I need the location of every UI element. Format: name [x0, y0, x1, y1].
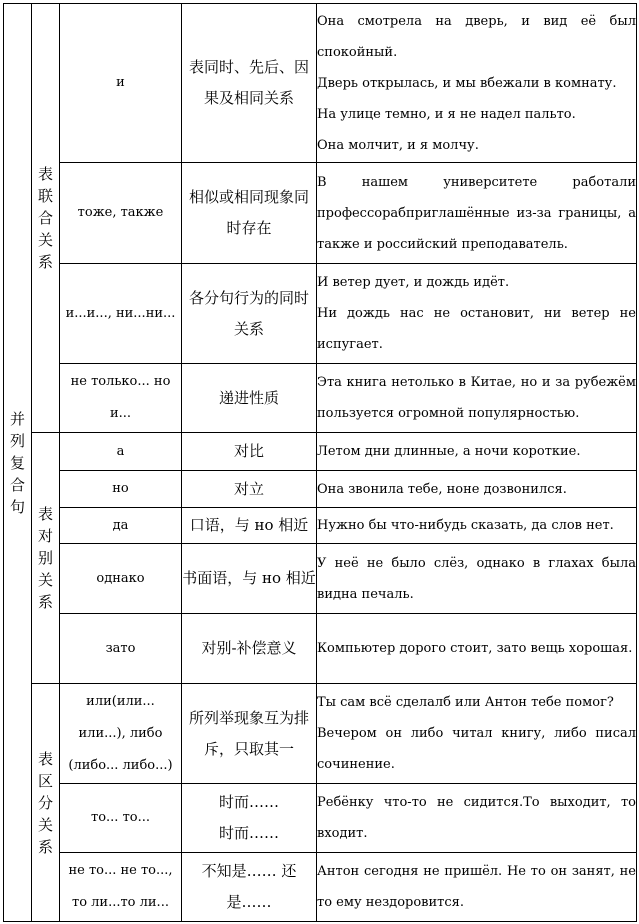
conjunction: и...и..., ни...ни... — [65, 305, 176, 321]
example-sentence: Нужно бы что-нибудь сказать, да слов нет. — [317, 518, 614, 533]
table-row — [4, 4, 637, 163]
table-row — [4, 364, 637, 433]
example-sentence: И ветер дует, и дождь идёт. — [317, 275, 510, 290]
meaning-cell — [182, 684, 317, 784]
conjunction-cell — [60, 544, 182, 614]
meaning-cell — [182, 544, 317, 614]
group-label-cell — [32, 684, 60, 922]
group-label-cell — [32, 4, 60, 433]
conjunction: не то... не то..., то ли...то ли... — [68, 863, 173, 910]
examples-cell — [317, 4, 637, 163]
conjunction: однако — [96, 570, 145, 586]
meaning-cell — [182, 614, 317, 684]
conjunction-cell — [60, 4, 182, 163]
meaning-cell — [182, 364, 317, 433]
conjunction-cell — [60, 508, 182, 544]
conjunction: зато — [105, 640, 136, 656]
conjunction-cell — [60, 433, 182, 471]
table-row — [4, 264, 637, 364]
conjunction-cell — [60, 264, 182, 364]
conjunction-cell — [60, 163, 182, 264]
group-label: 表区分关系 — [37, 749, 53, 856]
meaning: 各分句行为的同时关系 — [188, 288, 309, 338]
conjunction-cell — [60, 784, 182, 853]
table-row — [4, 433, 637, 471]
meaning: 递进性质 — [218, 388, 279, 407]
conjunction: тоже, также — [77, 205, 164, 220]
table-row — [4, 508, 637, 544]
example-sentence: Она молчит, и я молчу. — [317, 137, 479, 153]
examples-cell — [317, 508, 637, 544]
table-row — [4, 784, 637, 853]
meaning-cell — [182, 264, 317, 364]
examples-cell — [317, 544, 637, 614]
table-row — [4, 614, 637, 684]
meaning: 书面语，与 но 相近 — [182, 569, 316, 587]
example-sentence: Эта книга нетолько в Китае, но и за рубежём пользуется огромной популярностью. — [317, 375, 636, 421]
meaning-cell — [182, 471, 317, 508]
group-label: 表联合关系 — [37, 165, 53, 271]
meaning: 对别-补偿意义 — [201, 639, 297, 657]
example-sentence: На улице темно, и я не надел пальто. — [317, 106, 576, 122]
conjunction: не только... но и... — [70, 374, 171, 421]
examples-cell — [317, 614, 637, 684]
conjunction: но — [112, 481, 129, 496]
example-sentence: Дверь открылась, и мы вбежали в комнату. — [317, 75, 617, 91]
example-sentence: Летом дни длинные, а ночи короткие. — [317, 444, 581, 459]
table-row — [4, 163, 637, 264]
conjunction-cell — [60, 684, 182, 784]
example-sentence: Ребёнку что-то не сидится.То выходит, то входит. — [317, 795, 636, 841]
example-sentence: У неё не было слёз, однако в глахах была видна печаль. — [317, 555, 636, 602]
meaning: 不知是…… 还是…… — [201, 862, 297, 911]
outer-label: 并列复合句 — [9, 409, 25, 516]
meaning: 表同时、先后、因果及相同关系 — [188, 58, 309, 107]
table-row — [4, 853, 637, 922]
table-row — [4, 544, 637, 614]
meaning: 所列举现象互为排斥，只取其一 — [188, 708, 309, 758]
example-sentence: Вечером он либо читал книгу, либо писал сочинение. — [317, 726, 636, 772]
example-sentence: Она звонила тебе, ноне дозвонился. — [317, 481, 567, 497]
example-sentence: Компьютер дорого стоит, зато вещь хорошая. — [317, 641, 633, 656]
meaning-cell — [182, 853, 317, 922]
conjunction: то... то... — [91, 810, 150, 825]
meaning-cell — [182, 784, 317, 853]
examples-cell — [317, 264, 637, 364]
meaning: 相似或相同现象同时存在 — [188, 188, 309, 237]
example-sentence: Она смотрела на дверь, и вид её был спокойный. — [317, 13, 636, 60]
meaning-cell — [182, 163, 317, 264]
meaning-cell — [182, 433, 317, 471]
examples-cell — [317, 684, 637, 784]
examples-cell — [317, 433, 637, 471]
meaning: 对比 — [233, 442, 264, 460]
conjunction: да — [112, 517, 129, 533]
conjunction: а — [116, 443, 125, 459]
example-sentence: В нашем университете работали профессорабприглашённые из-за границы, а также и российский преподаватель. — [317, 174, 636, 252]
examples-cell — [317, 853, 637, 922]
examples-cell — [317, 364, 637, 433]
group-label: 表对别关系 — [37, 505, 53, 611]
example-sentence: Ты сам всё сделалб или Антон тебе помог? — [317, 695, 614, 710]
examples-cell — [317, 784, 637, 853]
conjunction: или(или... или...), либо (либо... либо...) — [68, 693, 173, 773]
grammar-table — [3, 3, 637, 922]
outer-label-cell — [4, 4, 32, 922]
conjunction: и — [116, 75, 125, 90]
conjunction-cell — [60, 614, 182, 684]
meaning-cell — [182, 508, 317, 544]
meaning: 对立 — [233, 479, 264, 498]
meaning-cell — [182, 4, 317, 163]
conjunction-cell — [60, 364, 182, 433]
table-row — [4, 684, 637, 784]
conjunction-cell — [60, 471, 182, 508]
example-sentence: Антон сегодня не пришёл. Не то он занят, не то ему нездоровится. — [317, 864, 636, 910]
examples-cell — [317, 163, 637, 264]
conjunction-cell — [60, 853, 182, 922]
group-label-cell — [32, 433, 60, 684]
example-sentence: Ни дождь нас не остановит, ни ветер не испугает. — [317, 306, 636, 352]
table-row — [4, 471, 637, 508]
meaning: 时而…… 时而…… — [218, 793, 279, 842]
meaning: 口语，与 но 相近 — [189, 516, 309, 534]
examples-cell — [317, 471, 637, 508]
